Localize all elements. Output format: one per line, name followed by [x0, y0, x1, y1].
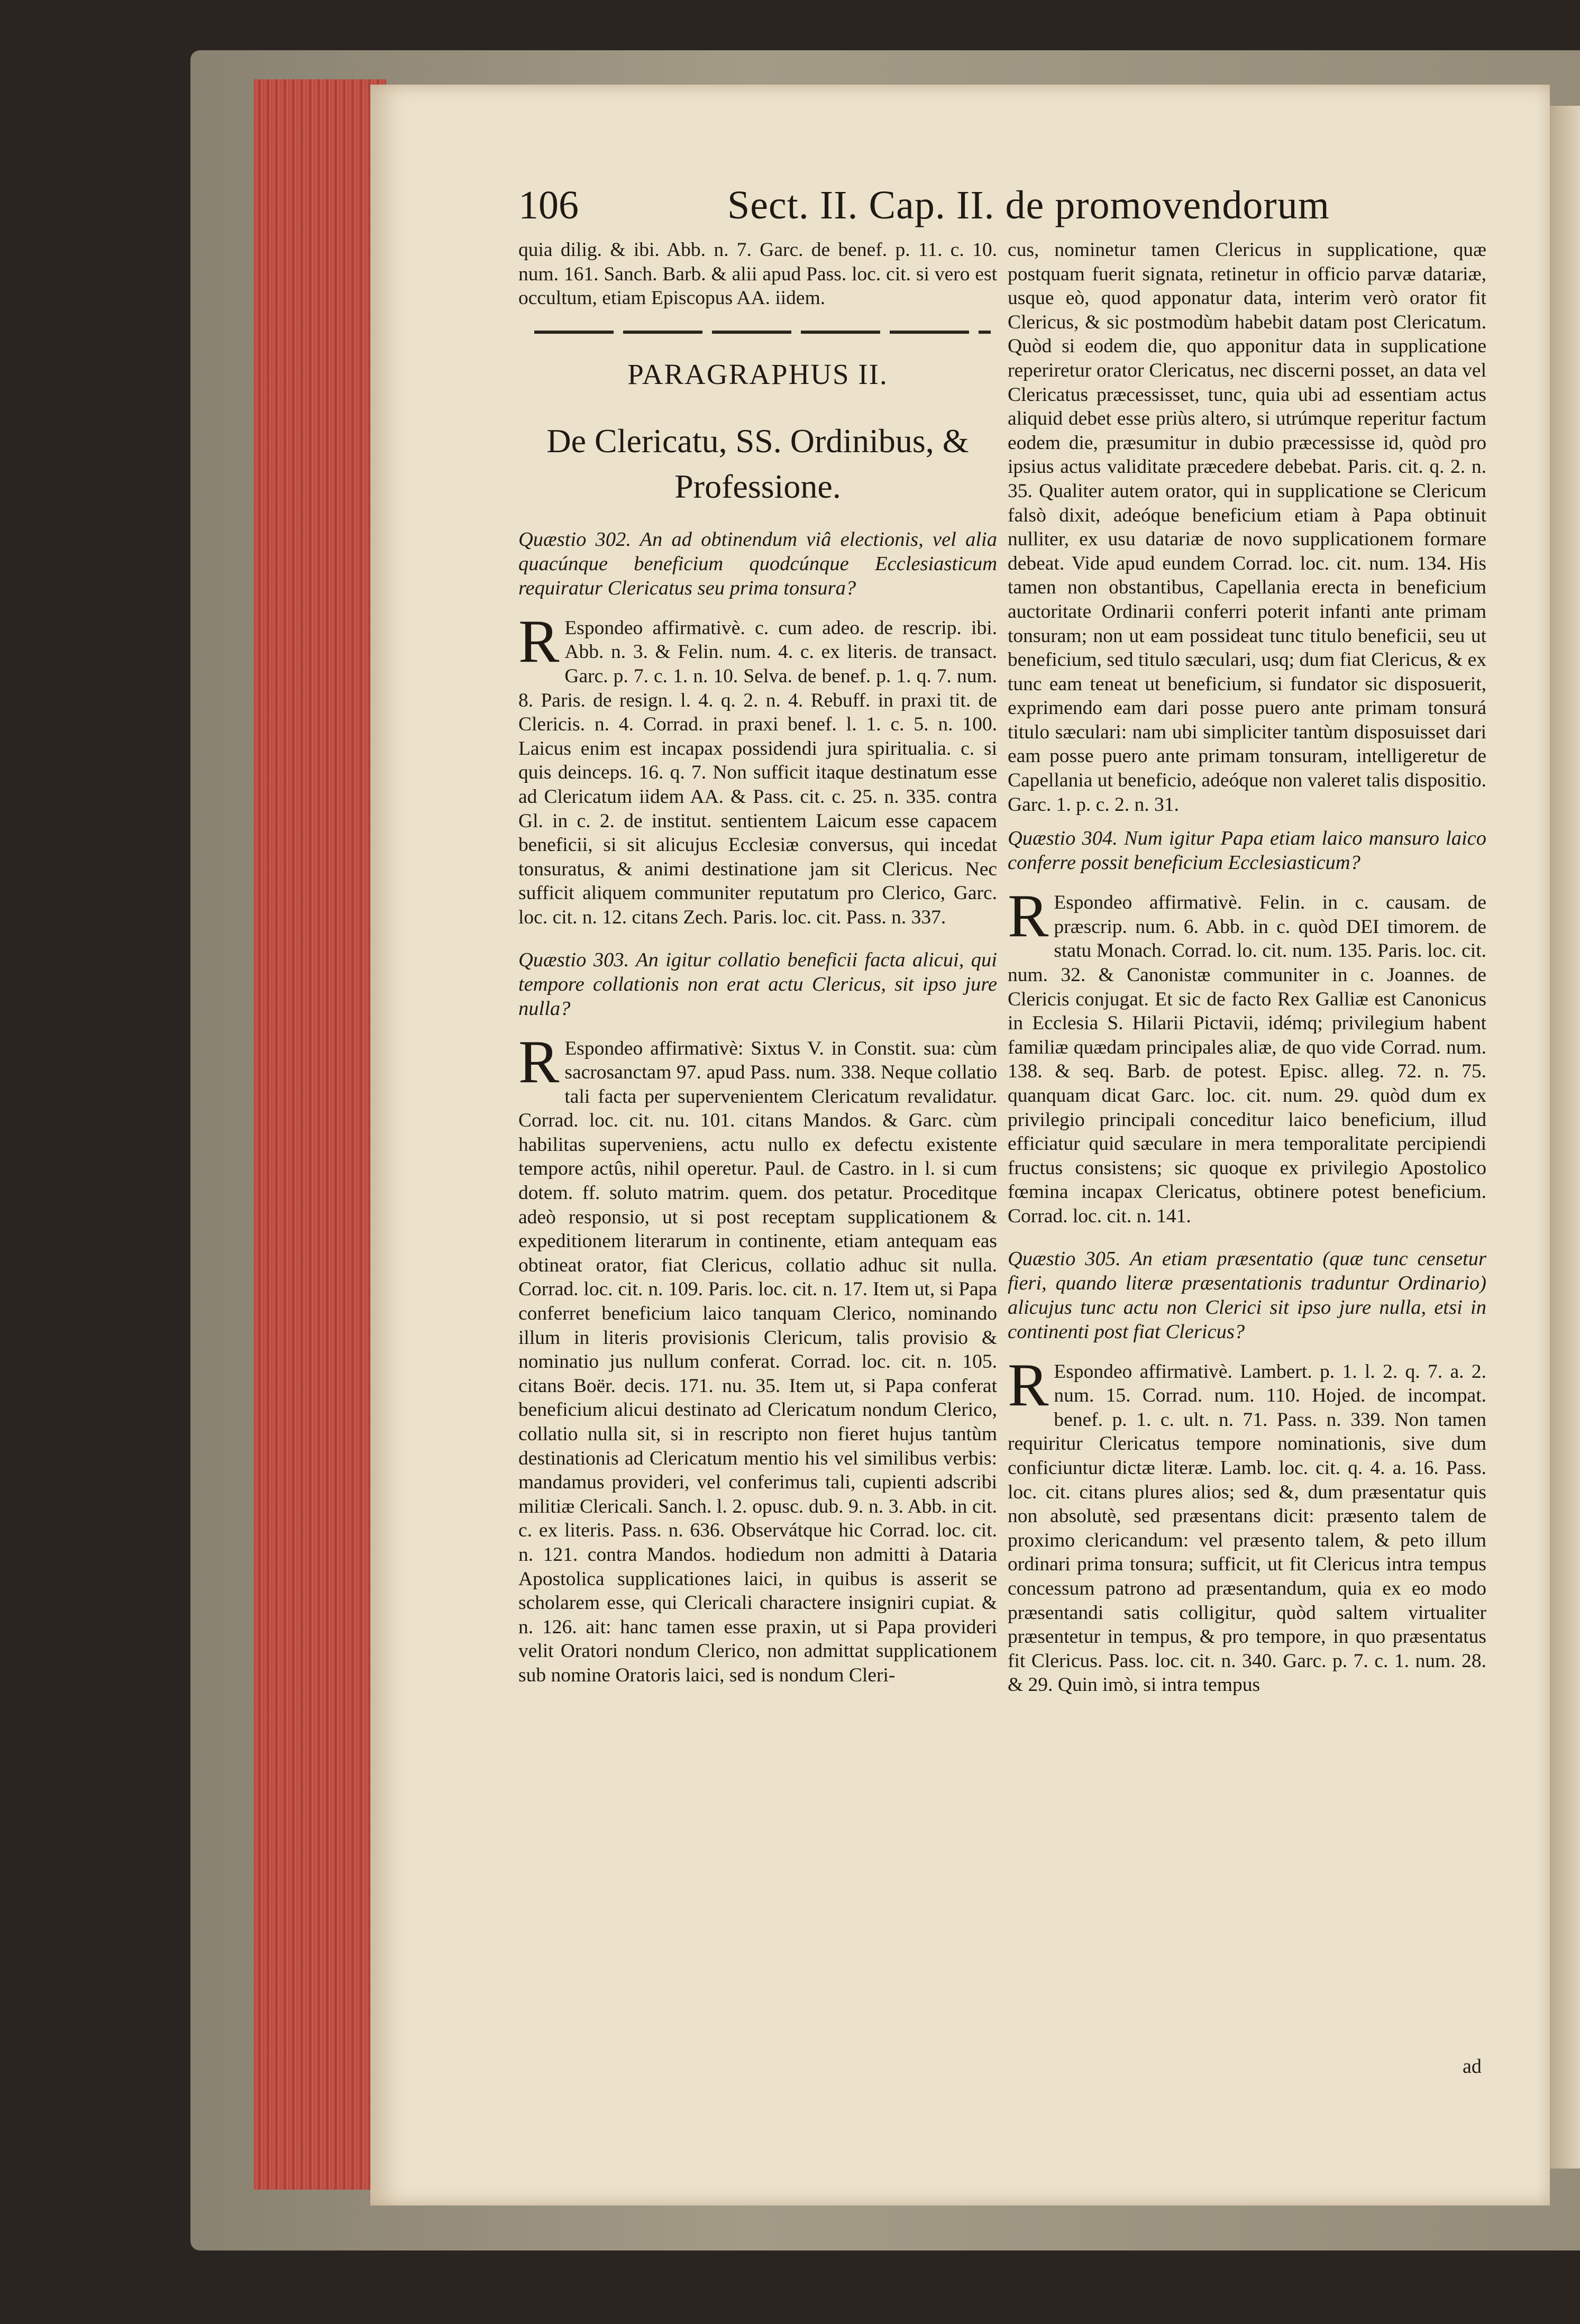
question-304 [1008, 826, 1486, 875]
answer-305 [1008, 1351, 1486, 1697]
question-label: Quæstio 302. [518, 528, 631, 551]
question-302 [518, 527, 997, 600]
section-heading: De Clericatu, SS. Ordinibus, & Professione. [546, 422, 969, 505]
question-text: An igitur collatio beneficii facta alicui, qui tempore collationis non erat actu Clericus, sit ipso jure nulla? [518, 948, 998, 1020]
paragraph-title: PARAGRAPHUS II. [627, 358, 888, 390]
question-305 [1008, 1247, 1486, 1344]
left-column [518, 238, 997, 1706]
facing-page-edge [1550, 106, 1580, 2169]
continued-text: cus, nominetur tamen Clericus in supplicatione, quæ postquam fuerit signata, retinetur in officio parvæ datariæ, usque eò, quod apponatur data, interim verò orator fit Clericus, & sic postmodùm habebit datam post Clericatum. Quòd si eodem die, quo apponitur data in supplicatione reperiretur orator Clericatus, nec discerni posset, an data vel Clericatus præcessisset, tunc, quia ubi ad essentiam actus aliquid debet esse priùs altero, si utrúmque reperitur factum eodem die, præsumitur in dubio præcessisse id, quòd pro ipsius actus validitate præcedere debebat. Paris. cit. q. 2. n. 35. Qualiter autem orator, qui in supplicatione se Clericum falsò dixit, adeóque beneficium etiam à Papa obtinuit nulliter, ex usu datariæ de novo supplicationem formare debeat. Vide apud eundem Corrad. loc. cit. num. 134. His tamen non obstantibus, Capellania erecta in beneficium auctoritate Ordinarii conferri poterit infanti ante primam tonsuram; non ut eam possideat tunc titulo beneficii, seu ut beneficium, sed titulo sæculari, usq; dum fiat Clericus, & ex tunc eam teneat ut beneficium, si fundator sic disposuerit, exprimendo eam dari posse puero ante primam tonsurá titulo sæculari: nam ubi simpliciter tantùm disposuisset dari eam posse puero ante primam tonsuram, intelligeretur de Capellania ut beneficio, adeóque non valeret talis dispositio. Garc. 1. p. c. 2. n. 31. [1008, 239, 1486, 816]
question-label: Quæstio 305. [1008, 1247, 1121, 1270]
question-label: Quæstio 303. [518, 948, 629, 971]
answer-text: Espondeo affirmativè: Sixtus V. in Constit. sua: cùm sacrosanctam 97. apud Pass. num. 338. Neque collatio tali facta per supervenientem Clericatum revalidatur. Corrad. loc. cit. nu. 101. citans Mandos. & Garc. cùm habilitas superveniens, actu nullo ex defectu existente tempore actûs, nihil operetur. Paul. de Castro. in l. si cum dotem. ff. soluto matrim. quem. dos petatur. Proceditque adeò responsio, ut si post receptam supplicationem & expeditionem literarum in continente, etiam antequam eas obtineat orator, fiat Clericus, collatio adhuc sit nulla. Corrad. loc. cit. n. 109. Paris. loc. cit. n. 17. Item ut, si Papa conferret beneficium laico tanquam Clerico, nominando illum in literis provisionis Clericum, talis provisio & nominatio jus nullum conferat. Corrad. loc. cit. n. 105. citans Boër. decis. 171. nu. 35. Item ut, si Papa conferat beneficium alicui destinato ad Clericatum nondum Clerico, collatio nulla sit, si in rescripto non fieret hujus tantùm destinationis ad Clericatum mentio his vel similibus verbis: mandamus provideri, vel conferimus tali, cupienti adscribi militiæ Clericali. Sanch. l. 2. opusc. dub. 9. n. 3. Abb. in cit. c. ex literis. Pass. n. 636. Observátque hic Corrad. loc. cit. n. 121. contra Mandos. hodiedum non admitti à Dataria Apostolica supplicationes laici, in quibus is asserit se scholarem esse, qui Clericali charactere insigniri cupiat. & n. 126. ait: hanc tamen esse praxin, ut si Papa provideri velit Oratori nondum Clerico, non admittat supplicationem sub nomine Oratoris laici, sed is nondum Cleri- [518, 1037, 997, 1686]
continued-text: quia dilig. & ibi. Abb. n. 7. Garc. de benef. p. 11. c. 10. num. 161. Sanch. Barb. & alii apud Pass. loc. cit. si vero est occultum, etiam Episcopus AA. iidem. [518, 239, 997, 309]
drop-cap: R [518, 1028, 560, 1096]
answer-302 [518, 607, 997, 930]
drop-cap: R [1008, 882, 1049, 950]
drop-cap: R [518, 607, 560, 675]
answer-text: Espondeo affirmativè. Lambert. p. 1. l. 2. q. 7. a. 2. num. 15. Corrad. num. 110. Hojed. de incompat. benef. p. 1. c. ult. n. 71. Pass. n. 339. Non tamen requiritur Clericatus tempore nominationis, sive dum conficiuntur dictæ literæ. Lamb. loc. cit. q. 4. a. 16. Pass. loc. cit. citans plures alios; sed &, dum præsentatur quis non absolutè, sed præsentans dicit: præsento talem de proximo clericandum: vel præsento talem, & peto illum ordinari prima tonsura; sufficit, ut fit Clericus intra tempus concessum patrono ad præsentandum, quia ex eo modo præsentandi satis colligitur, quòd saltem virtualiter præsentetur in tempus, & pro tempore, in quo præsentatus fit Clericus. Pass. loc. cit. n. 340. Garc. p. 7. c. 1. num. 28. & 29. Quin imò, si intra tempus [1008, 1360, 1486, 1696]
question-label: Quæstio 304. [1008, 827, 1118, 850]
right-column [1008, 238, 1486, 1715]
question-text: Num igitur Papa etiam laico mansuro laico conferre possit beneficium Ecclesiasticum? [1008, 827, 1486, 874]
question-303 [518, 948, 997, 1021]
catchword: ad [1463, 2055, 1482, 2078]
answer-text: Espondeo affirmativè. c. cum adeo. de rescrip. ibi. Abb. n. 3. & Felin. num. 4. c. ex literis. de transact. Garc. p. 7. c. 1. n. 10. Selva. de benef. p. 1. q. 7. num. 8. Paris. de resign. l. 4. q. 2. n. 4. Rebuff. in praxi tit. de Clericis. n. 4. Corrad. in praxi benef. l. 1. c. 5. n. 100. Laicus enim est incapax possidendi jura spiritualia. c. si quis deinceps. 16. q. 7. Non sufficit itaque destinatum esse ad Clericatum iidem AA. & Pass. cit. c. 25. n. 335. contra Gl. in c. 2. de institut. sentientem Laicum esse capacem beneficii, si sit alicujus Ecclesiæ conversus, qui incedat tonsuratus, & animi destinatione jam sit Clericus. Nec sufficit aliquem communiter reputatum pro Clerico, Garc. loc. cit. n. 12. citans Zech. Paris. loc. cit. Pass. n. 337. [518, 617, 997, 928]
answer-303 [518, 1028, 997, 1688]
drop-cap: R [1008, 1351, 1049, 1419]
answer-304 [1008, 882, 1486, 1228]
page-number: 106 [518, 183, 579, 227]
section-divider [534, 331, 991, 334]
question-text: An ad obtinendum viâ electionis, vel alia quacúnque beneficium quodcúnque Ecclesiasticum requiratur Clericatus seu prima tonsura? [518, 528, 997, 599]
running-head-title: Sect. II. Cap. II. de promovendorum [727, 183, 1330, 227]
answer-text: Espondeo affirmativè. Felin. in c. causam. de præscrip. num. 6. Abb. in c. quòd DEI timorem. de statu Monach. Corrad. lo. cit. num. 135. Paris. loc. cit. num. 32. & Canonistæ communiter in c. Joannes. de Clericis conjugat. Et sic de facto Rex Galliæ est Canonicus in Ecclesia S. Hilarii Pictavii, idémq; privilegium habent familiæ quædam principales aliæ, de quo vide Corrad. num. 138. & seq. Barb. de potest. Episc. alleg. 72. n. 75. quanquam dicat Garc. loc. cit. num. 29. quòd dum ex privilegio principali conceditur laico beneficium, illud efficiatur quid sæculare in mera temporalitate percipiendi fructus consistens; sic quoque ex privilegio Apostolico fœmina incapax Clericatus, obtinere potest beneficium. Corrad. loc. cit. n. 141. [1008, 892, 1486, 1227]
question-text: An etiam præsentatio (quæ tunc censetur fieri, quando literæ præsentationis traduntur Ordinario) alicujus tunc actu non Clerici sit ipso jure nulla, etsi in continenti post fiat Clericus? [1008, 1247, 1486, 1343]
page-edges [254, 79, 386, 2190]
running-head [518, 182, 1481, 241]
